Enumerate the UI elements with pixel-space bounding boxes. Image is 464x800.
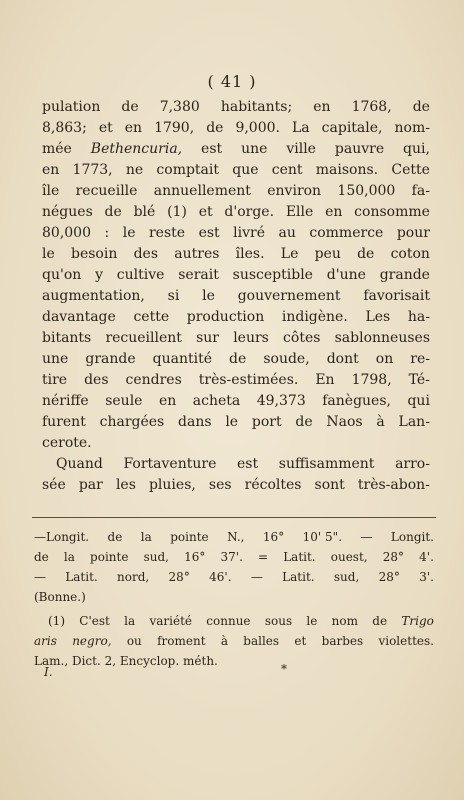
word: acheta <box>192 393 241 409</box>
word: 16° <box>184 550 206 564</box>
word: aris <box>34 634 57 648</box>
word: nord, <box>117 570 150 584</box>
word: N., <box>227 530 245 544</box>
word: cultive <box>116 267 165 283</box>
asterisk-mark: * <box>281 662 287 676</box>
body-text <box>42 97 430 496</box>
word: Lam., <box>34 654 69 668</box>
word: qui, <box>403 141 430 157</box>
word: de <box>34 550 49 564</box>
word: le <box>42 246 55 262</box>
word: la <box>63 550 75 564</box>
body-line <box>42 433 430 454</box>
footnote-line <box>34 587 434 607</box>
word: Bethencuria, <box>90 141 183 157</box>
word: très-abon- <box>357 477 430 493</box>
word: serait <box>178 267 219 283</box>
word: de <box>206 120 224 136</box>
word: fanègues, <box>322 393 391 409</box>
word: pointe <box>170 530 209 544</box>
word: (1) <box>167 204 187 220</box>
word: cent <box>271 162 303 178</box>
word: dont <box>326 351 359 367</box>
word: est <box>201 141 223 157</box>
word: ne <box>125 162 144 178</box>
word: cerote. <box>42 435 92 451</box>
word: arro- <box>395 456 430 472</box>
word: mée <box>42 141 72 157</box>
word: reste <box>148 225 186 241</box>
footnote-rule <box>32 517 436 518</box>
body-line <box>42 412 430 433</box>
word: = <box>258 550 269 564</box>
word: (1) <box>48 614 65 628</box>
word: sous <box>264 614 293 628</box>
word: île <box>42 183 60 199</box>
word: gouvernement <box>237 288 341 304</box>
word: côtes <box>283 330 321 346</box>
word: ou <box>126 634 142 648</box>
word: (Bonne.) <box>34 590 86 604</box>
body-line <box>42 307 430 328</box>
footnote-line <box>34 527 434 547</box>
word: nériffe <box>42 393 89 409</box>
word: et <box>294 634 307 648</box>
word: bitants <box>42 330 92 346</box>
word: indigène. <box>281 309 348 325</box>
word: 46'. <box>209 570 232 584</box>
word: re- <box>410 351 430 367</box>
word: 1773, <box>72 162 113 178</box>
body-line <box>42 286 430 307</box>
word: de <box>121 99 139 115</box>
word: 37'. <box>220 550 243 564</box>
word: Cette <box>391 162 430 178</box>
body-line <box>42 370 430 391</box>
word: des <box>84 372 109 388</box>
word: fa- <box>411 183 430 199</box>
word: recueillent <box>105 330 182 346</box>
body-line <box>42 181 430 202</box>
word: pulation <box>42 99 101 115</box>
word: une <box>42 351 69 367</box>
word: — <box>34 570 46 584</box>
word: port <box>251 414 282 430</box>
word: en <box>325 204 343 220</box>
word: récoltes <box>244 477 302 493</box>
word: sée <box>42 477 66 493</box>
word: variété <box>149 614 192 628</box>
word: barbes <box>321 634 364 648</box>
word: 49,373 <box>256 393 306 409</box>
body-line <box>42 97 430 118</box>
word: Longit. <box>390 530 434 544</box>
word: est <box>237 456 259 472</box>
word: Quand <box>56 456 103 472</box>
body-line <box>42 139 430 160</box>
word: d'orge. <box>224 204 275 220</box>
word: 150,000 <box>337 183 396 199</box>
word: très-estimées. <box>198 372 299 388</box>
word: de <box>104 204 122 220</box>
word: connue <box>206 614 251 628</box>
word: sablonneuses <box>334 330 430 346</box>
word: 16° <box>262 530 285 544</box>
word: grande <box>379 267 430 283</box>
word: îles. <box>235 246 265 262</box>
body-line <box>42 202 430 223</box>
footnote-line <box>34 631 434 651</box>
word: coton <box>390 246 430 262</box>
word: au <box>278 225 296 241</box>
word: le <box>202 288 215 304</box>
body-line <box>42 475 430 496</box>
word: comptait <box>156 162 220 178</box>
body-line <box>42 223 430 244</box>
word: 3'. <box>419 570 434 584</box>
word: environ <box>267 183 322 199</box>
word: et <box>198 204 213 220</box>
word: pour <box>396 225 430 241</box>
word: dans <box>178 414 212 430</box>
word: 28° <box>382 550 405 564</box>
word: tire <box>42 372 68 388</box>
word: blé <box>133 204 156 220</box>
word: 1768, <box>351 99 392 115</box>
word: ses <box>208 477 232 493</box>
word: production <box>186 309 265 325</box>
word: Le <box>280 246 299 262</box>
word: livré <box>233 225 266 241</box>
word: soude, <box>263 351 310 367</box>
body-line <box>42 454 430 475</box>
word: pluies, <box>148 477 196 493</box>
word: une <box>241 141 268 157</box>
word: est <box>198 225 220 241</box>
word: le <box>122 225 136 241</box>
word: peu <box>314 246 341 262</box>
word: negro, <box>72 634 112 648</box>
word: de <box>107 530 123 544</box>
word: et <box>98 120 113 136</box>
word: le <box>306 614 318 628</box>
word: habitants; <box>220 99 293 115</box>
word: 7,380 <box>159 99 200 115</box>
word: susceptible <box>232 267 313 283</box>
word: Encyclop. <box>119 654 180 668</box>
word: autres <box>174 246 220 262</box>
word: Naos <box>326 414 363 430</box>
footnotes <box>34 527 434 671</box>
word: recueille <box>75 183 138 199</box>
word: maisons. <box>315 162 379 178</box>
word: de <box>372 614 388 628</box>
word: davantage <box>42 309 116 325</box>
word: la <box>140 530 152 544</box>
footnote-line <box>34 567 434 587</box>
word: nom <box>331 614 358 628</box>
body-line <box>42 244 430 265</box>
word: à <box>376 414 385 430</box>
word: Les <box>365 309 391 325</box>
word: grande <box>85 351 136 367</box>
word: 9,000. <box>235 120 280 136</box>
footnote-line <box>34 547 434 567</box>
body-line <box>42 391 430 412</box>
word: 1798, <box>351 372 392 388</box>
word: pointe <box>90 550 129 564</box>
word: Lan- <box>398 414 430 430</box>
word: Latit. <box>282 570 315 584</box>
word: des <box>133 246 159 262</box>
word: pauvre <box>334 141 385 157</box>
word: méth. <box>183 654 218 668</box>
word: Latit. <box>65 570 98 584</box>
word: 80,000 <box>42 225 91 241</box>
word: sont <box>314 477 345 493</box>
word: y <box>95 267 103 283</box>
body-line <box>42 349 430 370</box>
word: Dict. <box>71 654 101 668</box>
body-line <box>42 160 430 181</box>
word: ville <box>286 141 316 157</box>
word: de <box>229 351 247 367</box>
word: —Longit. <box>34 530 90 544</box>
word: la <box>124 614 136 628</box>
page-number: ( 41 ) <box>207 72 257 91</box>
word: sur <box>196 330 220 346</box>
word: augmentation, <box>42 288 145 304</box>
word: d'une <box>326 267 366 283</box>
word: — <box>360 530 373 544</box>
word: de <box>357 246 375 262</box>
word: ouest, <box>330 550 368 564</box>
word: les <box>115 477 136 493</box>
word: 28° <box>378 570 400 584</box>
word: Fortaventure <box>123 456 217 472</box>
word: à <box>220 634 228 648</box>
word: si <box>167 288 180 304</box>
word: que <box>232 162 259 178</box>
word: 10' 5". <box>302 530 343 544</box>
signature-mark: I. <box>44 665 53 679</box>
word: C'est <box>79 614 110 628</box>
word: suffisamment <box>278 456 375 472</box>
word: violettes. <box>378 634 434 648</box>
word: de <box>412 99 430 115</box>
word: le <box>225 414 239 430</box>
word: sud, <box>143 550 169 564</box>
word: 2, <box>104 654 117 668</box>
word: Té- <box>408 372 430 388</box>
word: en <box>313 99 331 115</box>
body-line <box>42 328 430 349</box>
word: favorisait <box>363 288 430 304</box>
word: Trigo <box>401 614 434 628</box>
word: chargées <box>99 414 165 430</box>
word: commerce <box>309 225 384 241</box>
word: négues <box>42 204 93 220</box>
word: qu'on <box>42 267 82 283</box>
word: 1790, <box>154 120 195 136</box>
footnote-line <box>34 651 434 671</box>
word: Elle <box>285 204 314 220</box>
word: quantité <box>152 351 213 367</box>
word: Latit. <box>283 550 316 564</box>
word: capitale, <box>321 120 383 136</box>
word: besoin <box>71 246 118 262</box>
word: 28° <box>168 570 190 584</box>
word: balles <box>243 634 280 648</box>
word: annuellement <box>153 183 251 199</box>
word: de <box>295 414 313 430</box>
word: sud, <box>333 570 360 584</box>
word: en <box>158 393 177 409</box>
word: La <box>292 120 310 136</box>
word: par <box>78 477 103 493</box>
word: : <box>104 225 110 241</box>
word: — <box>250 570 263 584</box>
word: on <box>375 351 394 367</box>
word: froment <box>157 634 206 648</box>
word: 4'. <box>419 550 434 564</box>
body-line <box>42 118 430 139</box>
word: ha- <box>407 309 430 325</box>
word: en <box>42 162 60 178</box>
word: en <box>124 120 143 136</box>
word: En <box>315 372 335 388</box>
word: cette <box>133 309 170 325</box>
footnote-line <box>34 611 434 631</box>
word: qui <box>407 393 430 409</box>
word: cendres <box>125 372 182 388</box>
body-line <box>42 265 430 286</box>
word: 8,863; <box>42 120 87 136</box>
word: seule <box>105 393 143 409</box>
word: furent <box>42 414 86 430</box>
word: consomme <box>354 204 430 220</box>
word: leurs <box>233 330 269 346</box>
word: nom- <box>394 120 430 136</box>
